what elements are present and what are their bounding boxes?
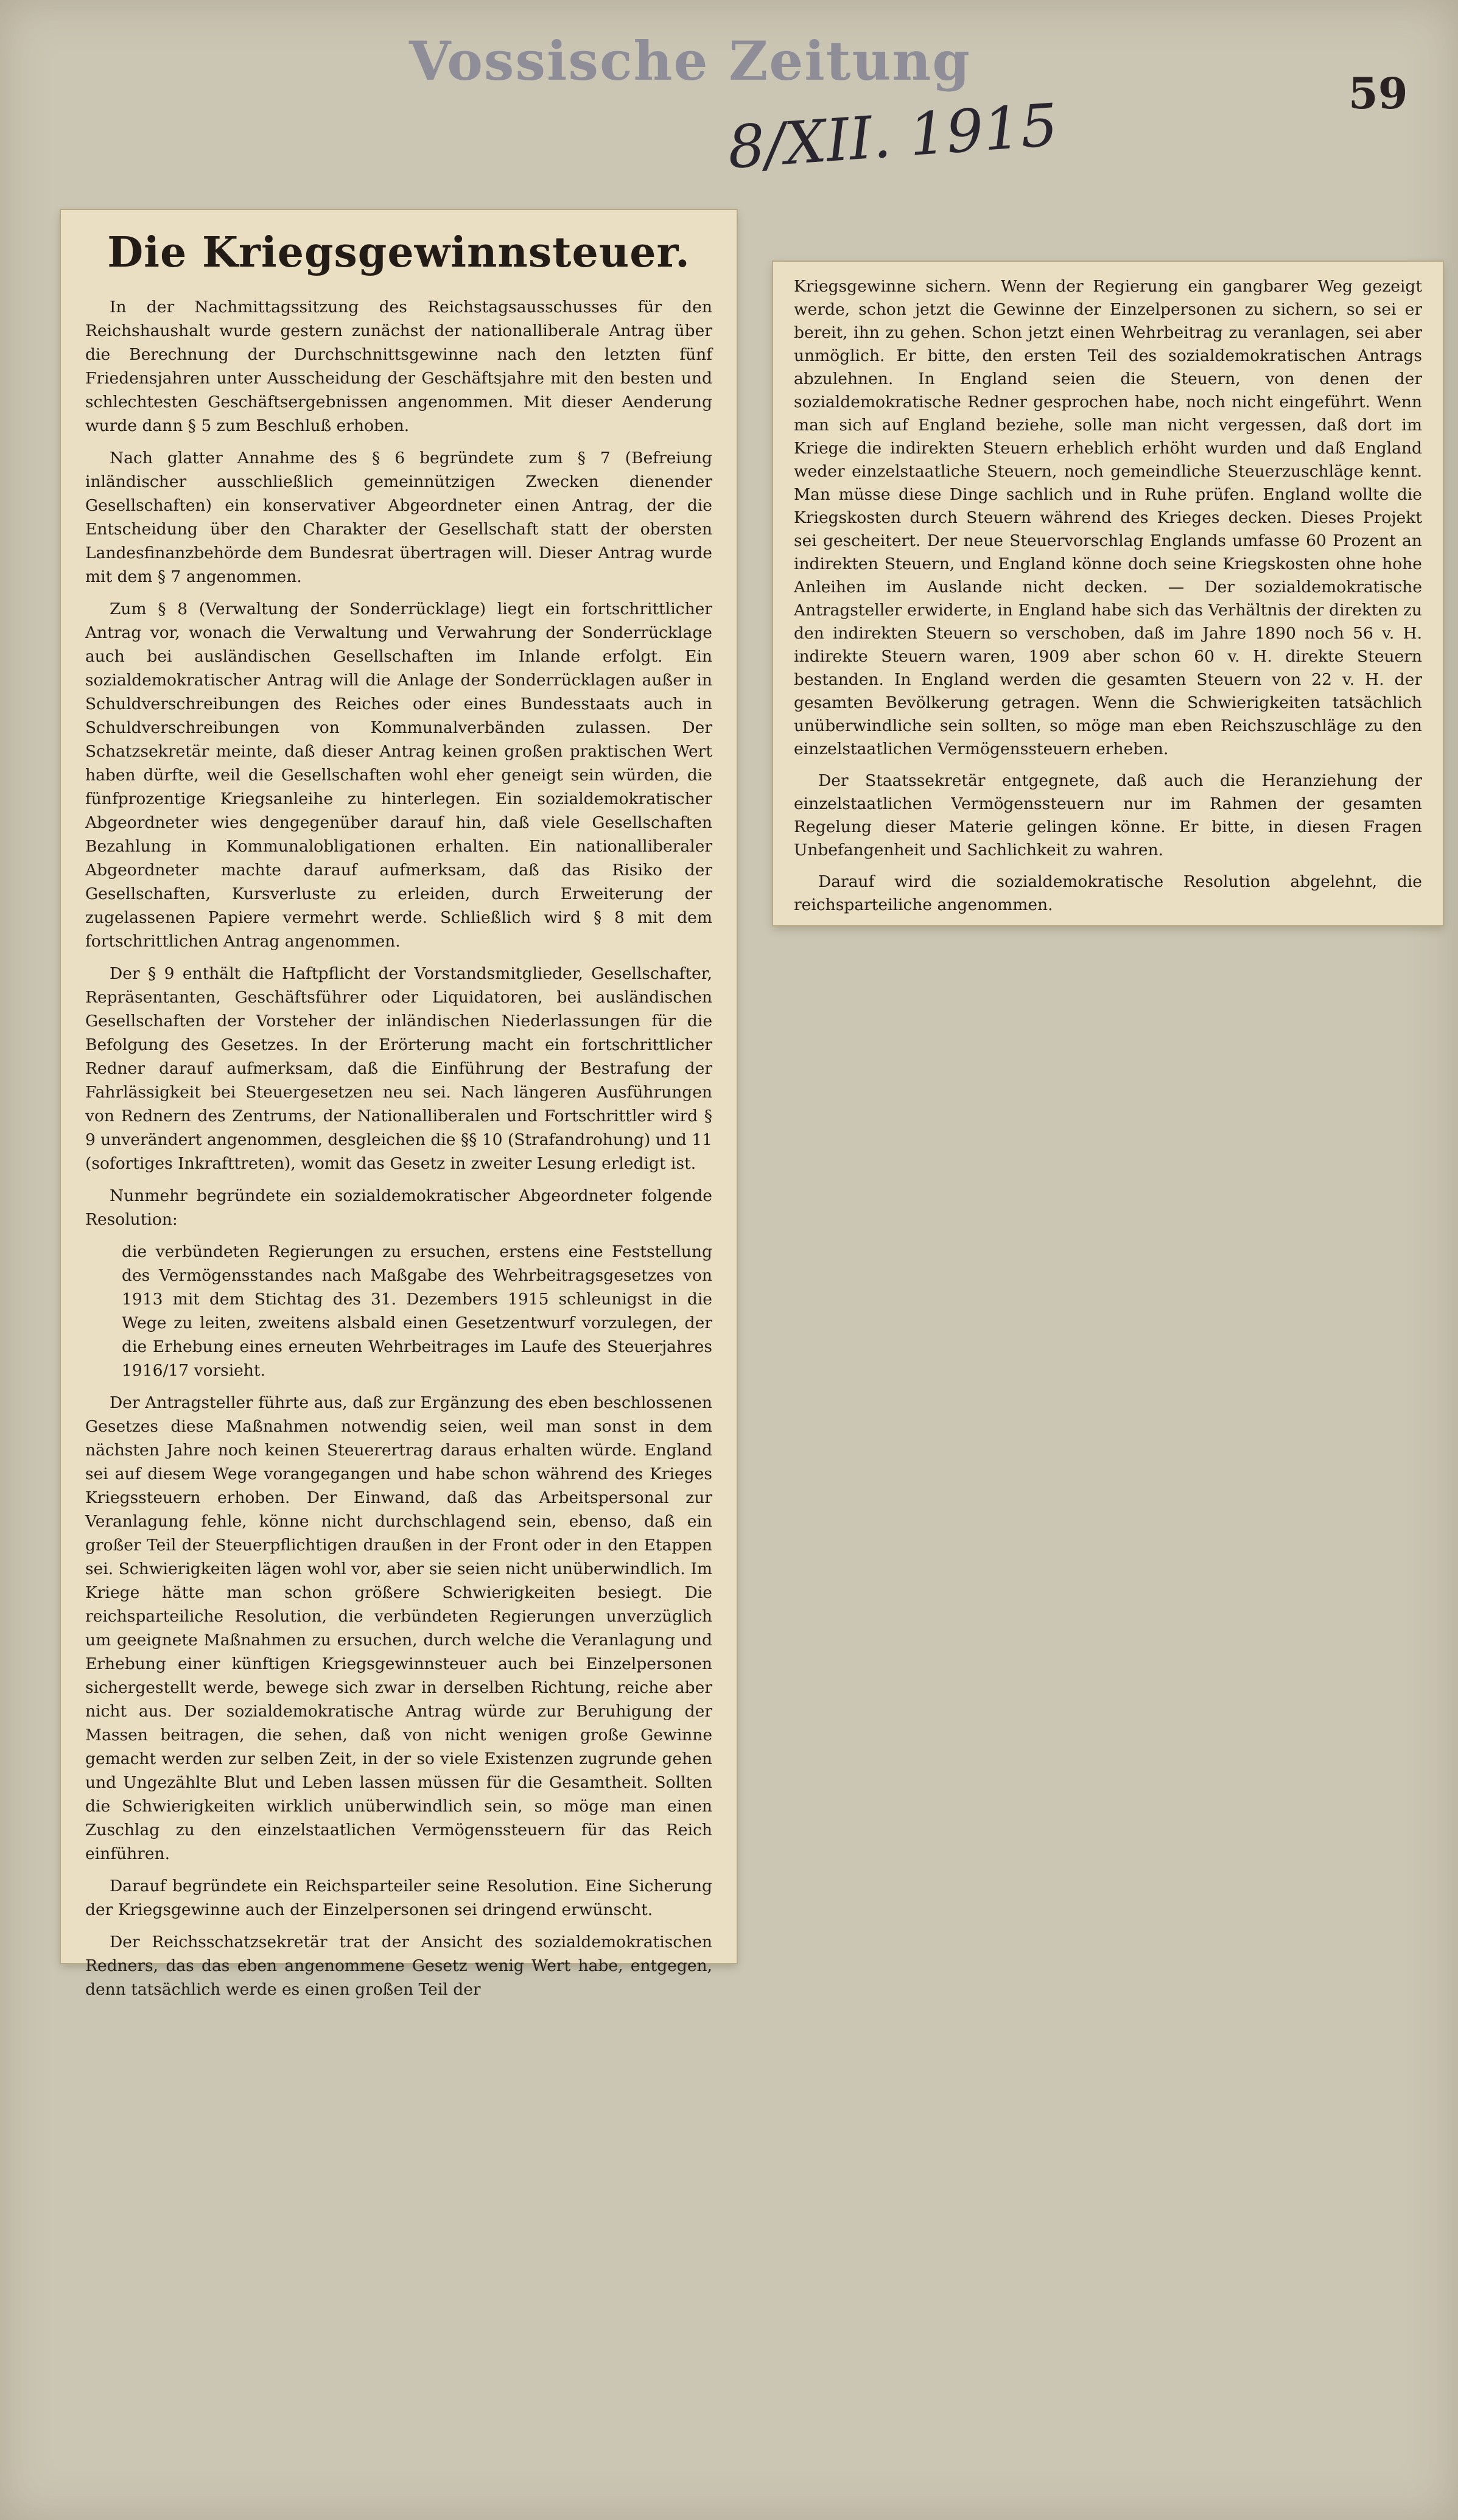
article-paragraph: Darauf begründete ein Reichsparteiler seine Resolution. Eine Sicherung der Kriegsgewinne auch der Einzelpersonen sei dringend erwünscht. [85,1877,712,1919]
article-paragraph: Darauf wird die sozialdemokratische Resolution abgelehnt, die reichsparteiliche angenommen. [794,872,1422,914]
article-paragraph: Der § 9 enthält die Haftpflicht der Vorstandsmitglieder, Gesellschafter, Repräsentanten, Geschäftsführer oder Liquidatoren, bei ausländischen Gesellschaften der Vorsteher der inländischen Niederlassungen für die Befolgung des Gesetzes. In der Erörterung macht ein fortschrittlicher Redner darauf aufmerksam, daß die Einführung der Bestrafung der Fahrlässigkeit bei Steuergesetzen neu sei. Nach längeren Ausführungen von Rednern des Zentrums, der Nationalliberalen und Fortschrittler wird § 9 unverändert angenommen, desgleichen die §§ 10 (Strafandrohung) und 11 (sofortiges Inkrafttreten), womit das Gesetz in zweiter Lesung erledigt ist. [85,964,712,1173]
article-paragraph: Kriegsgewinne sichern. Wenn der Regierung ein gangbarer Weg gezeigt werde, schon jetzt die Gewinne der Einzelpersonen zu sichern, so sei er bereit, ihn zu gehen. Schon jetzt einen Wehrbeitrag zu veranlagen, sei aber unmöglich. Er bitte, den ersten Teil des sozialdemokratischen Antrags abzulehnen. In England seien die Steuern, von denen der sozialdemokratische Redner gesprochen habe, noch nicht eingeführt. Wenn man sich auf England beziehe, solle man nicht vergessen, daß dort im Kriege die indirekten Steuern erheblich erhöht wurden und daß England weder einzelstaatliche Steuern, noch gemeindliche Steuerzuschläge kennt. Man müsse diese Dinge sachlich und in Ruhe prüfen. England wollte die Kriegskosten durch Steuern während des Krieges decken. Dieses Projekt sei gescheitert. Der neue Steuervorschlag Englands umfasse 60 Prozent an indirekten Steuern, und England könne doch seine Kriegskosten ohne hohe Anleihen im Auslande nicht decken. — Der sozialdemokratische Antragsteller erwiderte, in England habe sich das Verhältnis der direkten zu den indirekten Steuern so verschoben, daß im Jahre 1890 noch 56 v. H. indirekte Steuern waren, 1909 aber schon 60 v. H. direkte Steuern bestanden. In England werden die gesamten Steuern von 22 v. H. der gesamten Bevölkerung getragen. Wenn die Schwierigkeiten tatsächlich unüberwindliche sein sollten, so möge man eben Reichszuschläge zu den einzelstaatlichen Vermögenssteuern erheben. [794,277,1422,758]
article-paragraph: In der Nachmittagssitzung des Reichstagsausschusses für den Reichshaushalt wurde gestern zunächst der nationalliberale Antrag über die Berechnung der Durchschnittsgewinne nach den letzten fünf Friedensjahren unter Ausscheidung der Geschäftsjahre mit den besten und schlechtesten Geschäftsergebnissen angenommen. Mit dieser Aenderung wurde dann § 5 zum Beschluß erhoben. [85,298,712,435]
article-paragraph: Nunmehr begründete ein sozialdemokratischer Abgeordneter folgende Resolution: [85,1186,712,1229]
resolution-text: die verbündeten Regierungen zu ersuchen, erstens eine Feststellung des Vermögensstandes nach Maßgabe des Wehrbeitragsgesetzes von 1913 mit dem Stichtag des 31. Dezembers 1915 schleunigst in die Wege zu leiten, zweitens alsbald einen Gesetzentwurf vorzulegen, der die Erhebung eines erneuten Wehrbeitrages im Laufe des Steuerjahres 1916/17 vorsieht. [122,1242,712,1380]
article-paragraph: Zum § 8 (Verwaltung der Sonderrücklage) liegt ein fortschrittlicher Antrag vor, wonach die Verwaltung und Verwahrung der Sonderrücklage auch bei ausländischen Gesellschaften im Inlande erfolgt. Ein sozialdemokratischer Antrag will die Anlage der Sonderrücklagen außer in Schuldverschreibungen des Reiches oder eines Bundesstaats auch in Schuldverschreibungen von Kommunalverbänden zulassen. Der Schatzsekretär meinte, daß dieser Antrag keinen großen praktischen Wert haben dürfte, weil die Gesellschaften wohl eher geneigt sein würden, die fünfprozentige Kriegsanleihe zu hinterlegen. Ein sozialdemokratischer Abgeordneter wies dengegenüber darauf hin, daß viele Gesellschaften Bezahlung in Kommunalobligationen erhalten. Ein nationalliberaler Abgeordneter machte darauf aufmerksam, daß das Risiko der Gesellschaften, Kursverluste zu erleiden, durch Erweiterung der zugelassenen Papiere vermehrt werde. Schließlich wird § 8 mit dem fortschrittlichen Antrag angenommen. [85,600,712,951]
page-number: 59 [1348,68,1408,119]
clipping-left-column [61,210,737,1999]
article-paragraph: Nach glatter Annahme des § 6 begründete zum § 7 (Befreiung inländischer ausschließlich gemeinnützigen Zwecken dienender Gesellschaften) ein konservativer Abgeordneter einen Antrag, der die Entscheidung über den Charakter der Gesellschaft statt der obersten Landesfinanzbehörde dem Bundesrat übertragen will. Dieser Antrag wurde mit dem § 7 angenommen. [85,449,712,586]
article-title: Die Kriegsgewinnsteuer. [107,228,690,277]
clipping-right-column [773,262,1443,925]
article-paragraph: Der Staatssekretär entgegnete, daß auch die Heranziehung der einzelstaatlichen Vermögenssteuern nur im Rahmen der gesamten Regelung dieser Materie gelingen könne. Er bitte, in diesen Fragen Unbefangenheit und Sachlichkeit zu wahren. [794,771,1422,859]
article-paragraph: Der Reichsschatzsekretär trat der Ansicht des sozialdemokratischen Redners, das das eben angenommene Gesetz wenig Wert habe, entgegen, denn tatsächlich werde es einen großen Teil der [85,1933,712,1999]
newspaper-stamp: Vossische Zeitung [409,29,971,93]
handwritten-date: 8/XII. 1915 [725,91,1060,182]
article-paragraph: Der Antragsteller führte aus, daß zur Ergänzung des eben beschlossenen Gesetzes diese Maßnahmen notwendig seien, weil man sonst in dem nächsten Jahre noch keinen Steuerertrag daraus erhalten würde. England sei auf diesem Wege vorangegangen und habe schon während des Krieges Kriegssteuern erhoben. Der Einwand, daß das Arbeitspersonal zur Veranlagung fehle, könne nicht durchschlagend sein, ebenso, daß ein großer Teil der Steuerpflichtigen draußen in der Front oder in den Etappen sei. Schwierigkeiten lägen wohl vor, aber sie seien nicht unüberwindlich. Im Kriege hätte man schon größere Schwierigkeiten besiegt. Die reichsparteiliche Resolution, die verbündeten Regierungen unverzüglich um geeignete Maßnahmen zu ersuchen, durch welche die Veranlagung und Erhebung einer künftigen Kriegsgewinnsteuer auch bei Einzelpersonen sichergestellt werde, bewege sich zwar in derselben Richtung, reiche aber nicht aus. Der sozialdemokratische Antrag würde zur Beruhigung der Massen beitragen, die sehen, daß von nicht wenigen große Gewinne gemacht werden zur selben Zeit, in der so viele Existenzen zugrunde gehen und Ungezählte Blut und Leben lassen müssen für die Gesamtheit. Sollten die Schwierigkeiten wirklich unüberwindlich sein, so möge man einen Zuschlag zu den einzelstaatlichen Vermögenssteuern für das Reich einführen. [85,1393,712,1863]
